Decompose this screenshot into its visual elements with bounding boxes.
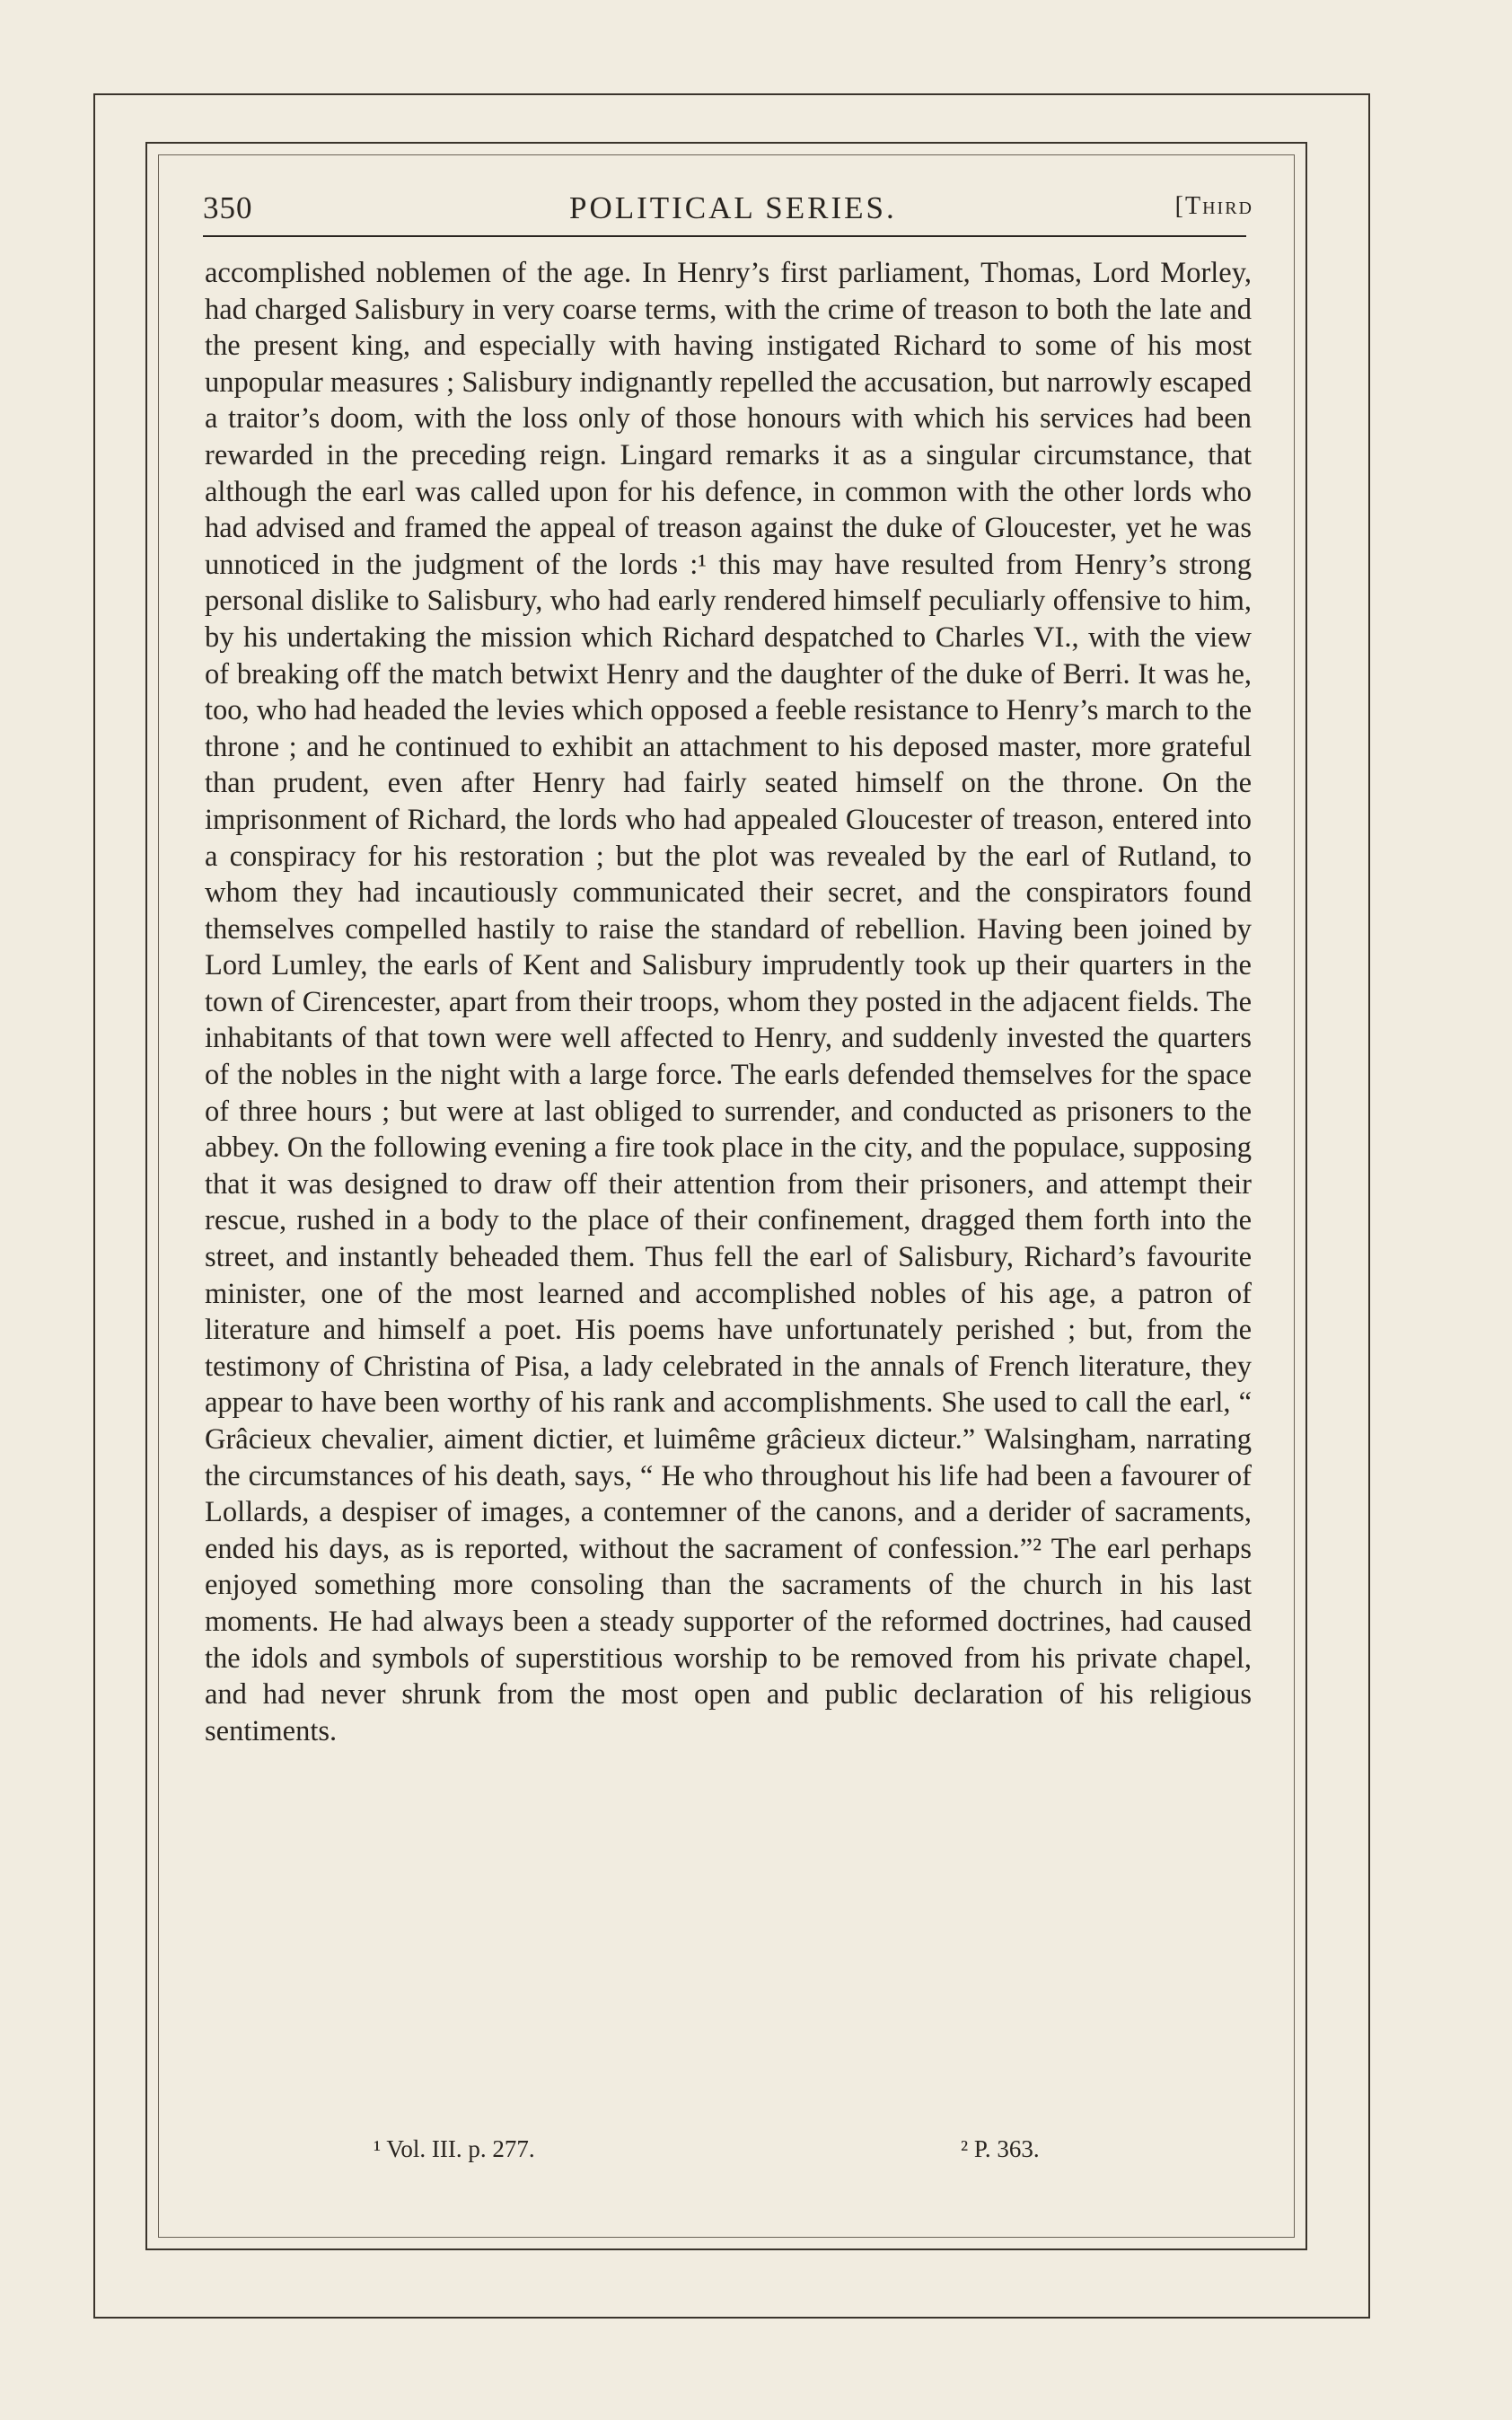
series-title: POLITICAL SERIES.	[569, 190, 897, 225]
section-label: [Third	[1174, 192, 1253, 220]
header-rule	[203, 235, 1246, 237]
footnote-1: ¹ Vol. III. p. 277.	[374, 2135, 535, 2162]
body-paragraph: accomplished noblemen of the age. In Henry’s first parliament, Thomas, Lord Morley, had charged Salisbury in very coarse terms, with the crime of treason to both the late and the present king, and especially with having instigated Richard to some of his most unpopular measures ; Salisbury indignantly repelled the accusation, but narrowly escaped a traitor’s doom, with the loss only of those honours with which his services had been rewarded in the preceding reign. Lingard remarks it as a singular circumstance, that although the earl was called upon for his defence, in common with the other lords who had advised and framed the appeal of treason against the duke of Gloucester, yet he was unnoticed in the judgment of the lords :¹ this may have resulted from Henry’s strong personal dislike to Salisbury, who had early rendered himself peculiarly offensive to him, by his undertaking the mission which Richard despatched to Charles VI., with the view of breaking off the match betwixt Henry and the daughter of the duke of Berri. It was he, too, who had headed the levies which opposed a feeble resistance to Henry’s march to the throne ; and he continued to exhibit an attachment to his deposed master, more grateful than prudent, even after Henry had fairly seated himself on the throne. On the imprisonment of Richard, the lords who had appealed Gloucester of treason, entered into a conspiracy for his restoration ; but the plot was revealed by the earl of Rutland, to whom they had incautiously communicated their secret, and the conspirators found themselves compelled hastily to raise the standard of rebellion. Having been joined by Lord Lumley, the earls of Kent and Salisbury imprudently took up their quarters in the town of Cirencester, apart from their troops, whom they posted in the adjacent fields. The inhabitants of that town were well affected to Henry, and suddenly invested the quarters of the nobles in the night with a large force. The earls defended themselves for the space of three hours ; but were at last obliged to surrender, and conducted as prisoners to the abbey. On the following evening a fire took place in the city, and the populace, supposing that it was designed to draw off their attention from their prisoners, and attempt their rescue, rushed in a body to the place of their confinement, dragged them forth into the street, and instantly beheaded them. Thus fell the earl of Salisbury, Richard’s favourite minister, one of the most learned and accomplished nobles of his age, a patron of literature and himself a poet. His poems have unfortunately perished ; but, from the testimony of Christina of Pisa, a lady celebrated in the annals of French literature, they appear to have been worthy of his rank and accomplishments. She used to call the earl, “ Grâcieux chevalier, aiment dictier, et luimême grâcieux dicteur.” Walsingham, narrating the circumstances of his death, says, “ He who throughout his life had been a favourer of Lollards, a despiser of images, a contemner of the canons, and a derider of sacraments, ended his days, as is reported, without the sacrament of confession.”² The earl perhaps enjoyed something more consoling than the sacraments of the church in his last moments. He had always been a steady supporter of the reformed doctrines, had caused the idols and symbols of superstitious worship to be removed from his private chapel, and had never shrunk from the most open and public declaration of his religious sentiments.	[205, 257, 1253, 1747]
running-head	[203, 180, 1253, 233]
footnotes	[203, 2135, 1250, 2175]
page-number: 350	[203, 190, 253, 225]
footnote-2: ² P. 363.	[961, 2135, 1040, 2162]
